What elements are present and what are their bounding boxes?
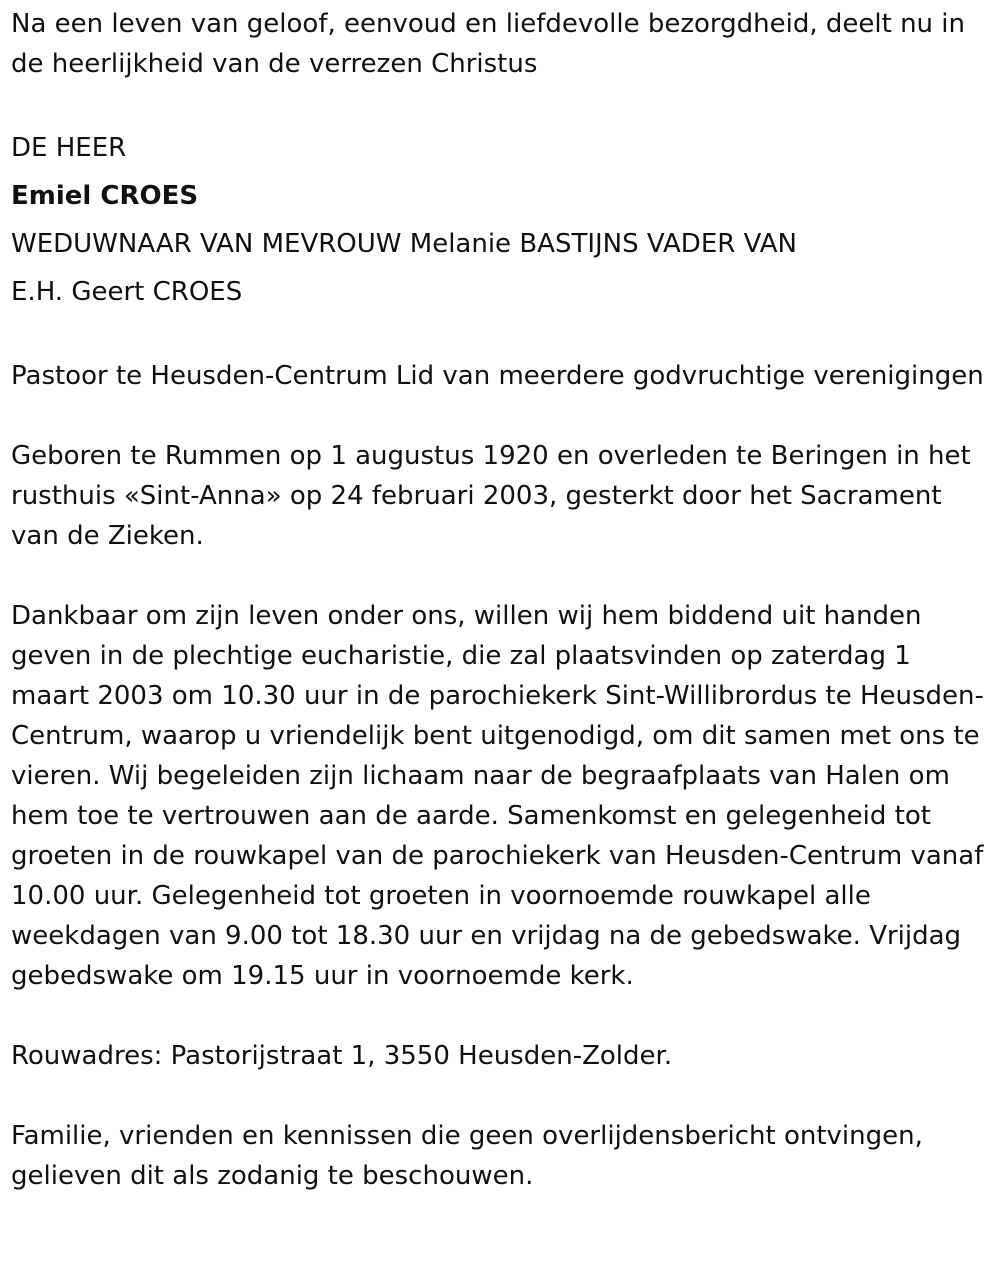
closing-paragraph: Familie, vrienden en kennissen die geen overlijdensbericht ontvingen, gelieven dit als zodanig te beschouwen. bbox=[11, 1121, 923, 1191]
deceased-name: Emiel CROES bbox=[11, 181, 199, 211]
birth-death-paragraph: Geboren te Rummen op 1 augustus 1920 en overleden te Beringen in het rusthuis «Sint-Anna» op 24 februari 2003, gesterkt door het Sacrament van de Zieken. bbox=[11, 441, 971, 551]
relation-line: WEDUWNAAR VAN MEVROUW Melanie BASTIJNS VADER VAN bbox=[11, 229, 797, 259]
child-name: E.H. Geert CROES bbox=[11, 277, 243, 307]
roles-paragraph: Pastoor te Heusden-Centrum Lid van meerdere godvruchtige verenigingen bbox=[11, 361, 984, 391]
address-paragraph: Rouwadres: Pastorijstraat 1, 3550 Heusden-Zolder. bbox=[11, 1041, 673, 1071]
service-paragraph: Dankbaar om zijn leven onder ons, willen wij hem biddend uit handen geven in de plechtige eucharistie, die zal plaatsvinden op zaterdag 1 maart 2003 om 10.30 uur in de parochiekerk Sint-Willibrordus te Heusden-Centrum, waarop u vriendelijk bent uitgenodigd, om dit samen met ons te vieren. Wij begeleiden zijn lichaam naar de begraafplaats van Halen om hem toe te vertrouwen aan de aarde. Samenkomst en gelegenheid tot groeten in de rouwkapel van de parochiekerk van Heusden-Centrum vanaf 10.00 uur. Gelegenheid tot groeten in voornoemde rouwkapel alle weekdagen van 9.00 tot 18.30 uur en vrijdag na de gebedswake. Vrijdag gebedswake om 19.15 uur in voornoemde kerk. bbox=[11, 601, 984, 991]
intro-paragraph: Na een leven van geloof, eenvoud en liefdevolle bezorgdheid, deelt nu in de heerlijkheid van de verrezen Christus bbox=[11, 9, 965, 79]
obituary-notice bbox=[11, 4, 991, 1196]
honorific-title: DE HEER bbox=[11, 133, 127, 163]
